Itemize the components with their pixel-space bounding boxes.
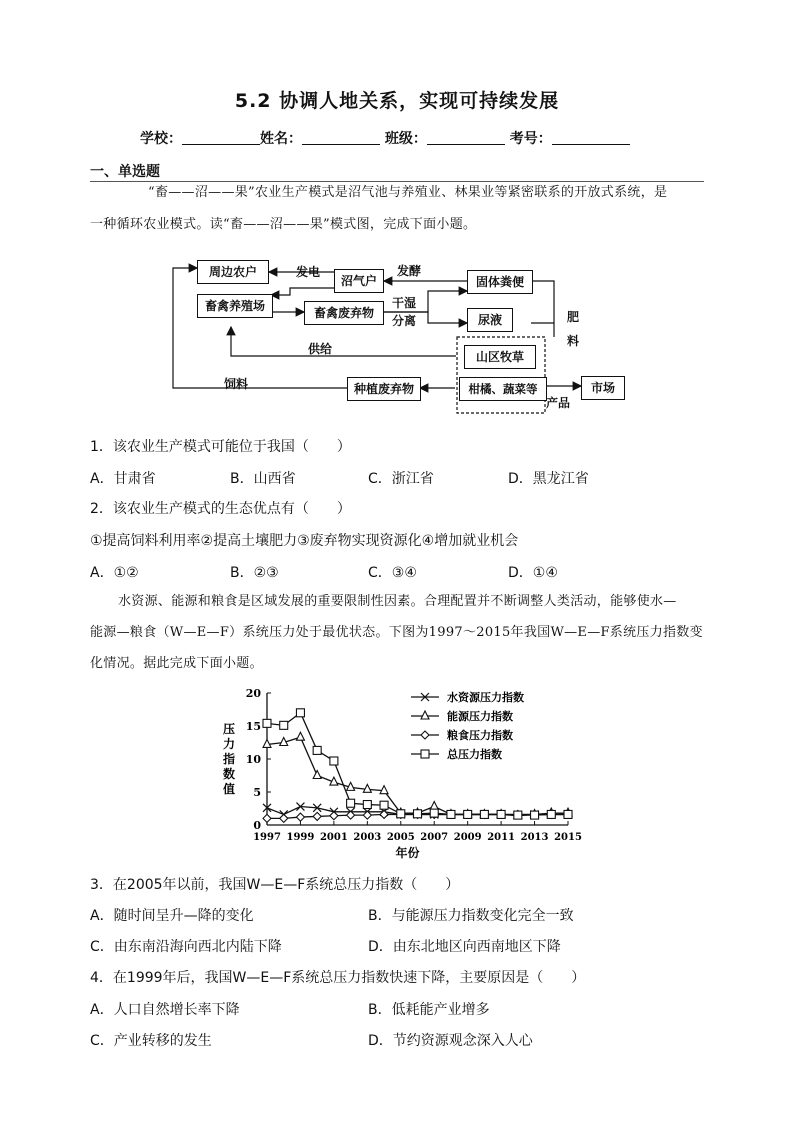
- data-point: [414, 810, 422, 818]
- data-point: [313, 746, 321, 754]
- school-label: 学校：: [140, 131, 182, 147]
- x-tick-label: 2015: [554, 832, 582, 843]
- y-axis-label: 压力指数值: [222, 722, 236, 796]
- legend-item: [411, 690, 524, 704]
- box-surrounding-farmers: 周边农户: [197, 260, 269, 284]
- x-tick-label: 1997: [253, 832, 281, 843]
- name-label: 姓名：: [260, 131, 302, 147]
- box-mountain-pasture: 山区牧草: [464, 345, 536, 369]
- series-square: [263, 709, 572, 819]
- passage1-line1: “畜——沼——果”农业生产模式是沼气池与养殖业、林果业等紧密联系的开放式系统，是: [148, 185, 668, 200]
- data-point: [421, 711, 429, 719]
- passage2-line3: 化情况。据此完成下面小题。: [90, 656, 263, 671]
- label-product: 产品: [546, 396, 571, 410]
- q1-option-b[interactable]: B．山西省: [230, 471, 296, 487]
- legend-item: [411, 747, 502, 761]
- q3-option-c[interactable]: C．由东南沿海向西北内陆下降: [90, 939, 282, 955]
- label-fermentation: 发酵: [397, 264, 422, 278]
- series-triangle: [263, 732, 572, 819]
- box-livestock-farm: 畜禽养殖场: [197, 294, 273, 318]
- q3-stem: 3．在2005年以前，我国W—E—F系统总压力指数（ ）: [90, 877, 460, 893]
- box-biogas-household: 沼气户: [334, 269, 384, 293]
- student-info-line: [140, 128, 630, 148]
- box-livestock-waste: 畜禽废弃物: [304, 301, 384, 325]
- data-point: [380, 786, 388, 794]
- passage2-line1: 水资源、能源和粮食是区域发展的重要限制性因素。合理配置并不断调整人类活动，能够使水—: [118, 594, 677, 609]
- passage2-line2: 能源—粮食（W—E—F）系统压力处于最优状态。下图为1997～2015年我国W—E—F系统压力指数变: [90, 625, 703, 640]
- data-point: [514, 811, 522, 819]
- data-point: [313, 812, 321, 820]
- q4-stem: 4．在1999年后，我国W—E—F系统总压力指数快速下降，主要原因是（ ）: [90, 970, 586, 986]
- label-power-generation: 发电: [296, 265, 321, 279]
- data-point: [531, 811, 539, 819]
- data-point: [363, 801, 371, 809]
- data-point: [564, 810, 572, 818]
- q1-option-a[interactable]: A．甘肃省: [90, 471, 156, 487]
- data-point: [421, 731, 429, 739]
- school-blank[interactable]: [182, 130, 260, 145]
- x-axis-label: 年份: [395, 846, 420, 860]
- y-tick-label: 5: [253, 786, 261, 799]
- q2-option-c[interactable]: C．③④: [368, 565, 417, 581]
- q4-option-c[interactable]: C．产业转移的发生: [90, 1033, 212, 1049]
- legend-label: 总压力指数: [447, 748, 502, 761]
- data-point: [263, 814, 271, 822]
- name-blank[interactable]: [302, 130, 380, 145]
- data-point: [280, 721, 288, 729]
- pressure-index-chart: [215, 685, 590, 863]
- label-feed: 饲料: [224, 377, 249, 391]
- data-point: [363, 784, 371, 792]
- q3-option-a[interactable]: A．随时间呈升—降的变化: [90, 908, 254, 924]
- data-point: [430, 802, 438, 810]
- box-crop-waste: 种植废弃物: [347, 377, 421, 401]
- q4-option-d[interactable]: D．节约资源观念深入人心: [368, 1033, 533, 1049]
- data-point: [263, 739, 271, 747]
- passage1-line2: 一种循环农业模式。读“畜——沼——果”模式图，完成下面小题。: [90, 217, 477, 232]
- series-line: [267, 737, 568, 816]
- data-point: [380, 801, 388, 809]
- q2-option-a[interactable]: A．①②: [90, 565, 139, 581]
- q1-option-c[interactable]: C．浙江省: [368, 471, 434, 487]
- section-heading: 一、单选题: [90, 164, 160, 180]
- data-point: [397, 810, 405, 818]
- exam-no-blank[interactable]: [552, 130, 630, 145]
- data-point: [330, 757, 338, 765]
- legend-label: 能源压力指数: [447, 710, 513, 723]
- data-point: [296, 732, 304, 740]
- x-tick-label: 2005: [386, 832, 415, 843]
- q2-statements: ①提高饲料利用率②提高土壤肥力③废弃物实现资源化④增加就业机会: [90, 533, 519, 549]
- q4-option-b[interactable]: B．低耗能产业增多: [368, 1002, 490, 1018]
- data-point: [497, 810, 505, 818]
- x-tick-label: 1999: [286, 832, 315, 843]
- data-point: [296, 709, 304, 717]
- y-tick-label: 10: [245, 753, 261, 766]
- data-point: [330, 812, 338, 820]
- q1-stem: 1．该农业生产模式可能位于我国（ ）: [90, 439, 351, 455]
- exam-no-label: 考号：: [509, 131, 552, 147]
- label-supply: 供给: [308, 342, 333, 356]
- x-tick-label: 2011: [487, 832, 516, 843]
- data-point: [313, 771, 321, 779]
- label-fertilizer-2: 料: [567, 334, 580, 348]
- y-tick-label: 15: [245, 720, 261, 733]
- data-point: [430, 809, 438, 817]
- q2-option-d[interactable]: D．①④: [508, 565, 558, 581]
- data-point: [263, 719, 271, 727]
- q2-stem: 2．该农业生产模式的生态优点有（ ）: [90, 501, 351, 517]
- x-tick-label: 2009: [453, 832, 482, 843]
- flow-diagram: [170, 255, 630, 415]
- legend-label: 粮食压力指数: [447, 729, 513, 742]
- y-tick-label: 0: [253, 819, 261, 832]
- page-title: 5.2 协调人地关系，实现可持续发展: [234, 90, 560, 112]
- data-point: [547, 810, 555, 818]
- data-point: [347, 799, 355, 807]
- q4-option-a[interactable]: A．人口自然增长率下降: [90, 1002, 240, 1018]
- y-tick-label: 20: [245, 687, 261, 700]
- box-solid-manure: 固体粪便: [467, 270, 533, 294]
- q3-option-d[interactable]: D．由东北地区向西南地区下降: [368, 939, 561, 955]
- box-urine: 尿液: [467, 308, 513, 332]
- data-point: [296, 813, 304, 821]
- label-dry-wet: 干湿: [392, 296, 417, 310]
- box-citrus-vegetables: 柑橘、蔬菜等: [459, 377, 547, 401]
- data-point: [421, 750, 429, 758]
- x-tick-label: 2003: [353, 832, 382, 843]
- x-tick-label: 2001: [319, 832, 348, 843]
- box-market: 市场: [581, 376, 625, 400]
- data-point: [447, 810, 455, 818]
- label-separation: 分离: [392, 314, 417, 328]
- data-point: [464, 810, 472, 818]
- legend-label: 水资源压力指数: [447, 691, 524, 704]
- q2-option-b[interactable]: B．②③: [230, 565, 279, 581]
- legend-item: [411, 709, 513, 723]
- q1-option-d[interactable]: D．黑龙江省: [508, 471, 589, 487]
- x-tick-label: 2007: [420, 832, 449, 843]
- class-blank[interactable]: [427, 130, 505, 145]
- data-point: [480, 810, 488, 818]
- label-fertilizer-1: 肥: [567, 310, 580, 324]
- q3-option-b[interactable]: B．与能源压力指数变化完全一致: [368, 908, 574, 924]
- data-point: [280, 814, 288, 822]
- class-label: 班级：: [384, 131, 427, 147]
- x-tick-label: 2013: [520, 832, 549, 843]
- legend-item: [411, 728, 513, 742]
